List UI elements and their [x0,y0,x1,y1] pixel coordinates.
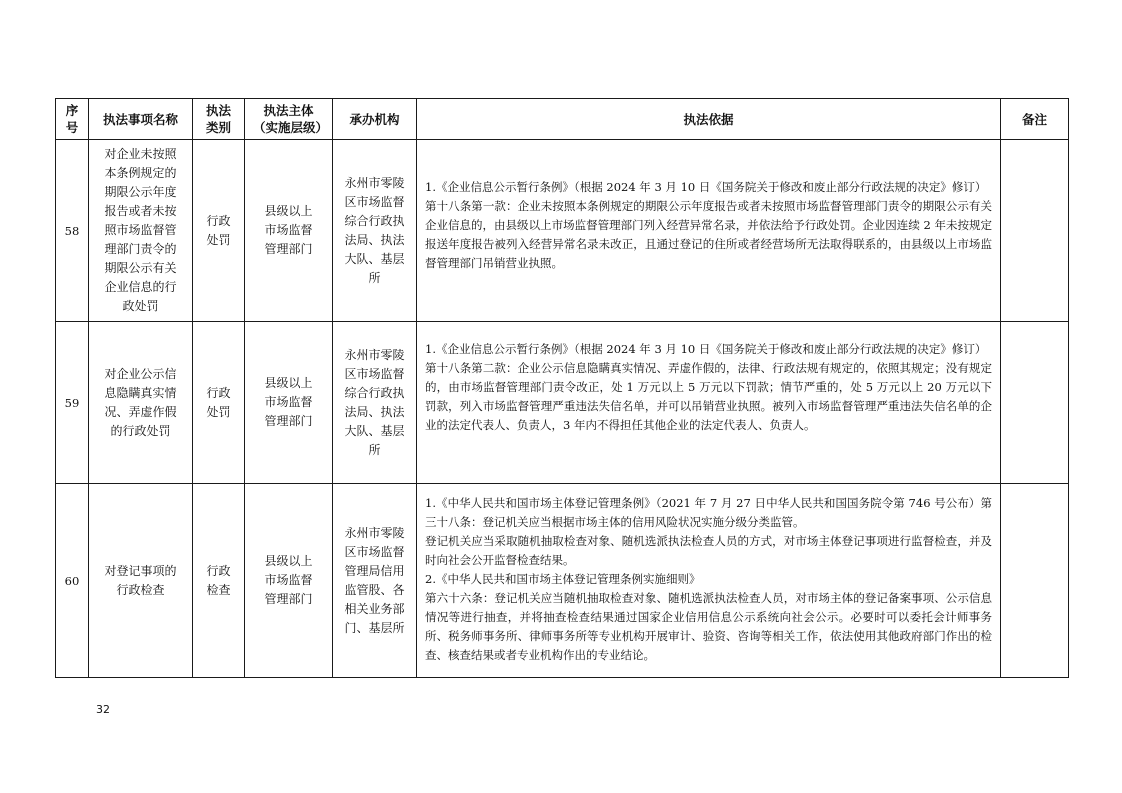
row-category: 行政处罚 [193,322,245,484]
basis-paragraph: 1.《企业信息公示暂行条例》（根据 2024 年 3 月 10 日《国务院关于修改和废止部分行政法规的决定》修订） [425,342,987,356]
law-enforcement-table-sheet [55,98,1068,678]
table-row [56,322,1069,484]
row-serial-number: 60 [56,484,89,678]
header-serial-number: 序号 [56,99,89,140]
basis-paragraph: 登记机关应当采取随机抽取检查对象、随机选派执法检查人员的方式，对市场主体登记事项进行监督检查，并及时向社会公开监督检查结果。 [425,534,992,567]
row-agency: 永州市零陵区市场监督管理局信用监管股、各相关业务部门、基层所 [333,484,417,678]
row-item-name: 对企业公示信息隐瞒真实情况、弄虚作假的行政处罚 [89,322,193,484]
row-serial-number: 58 [56,140,89,322]
row-basis [417,322,1001,484]
header-basis: 执法依据 [417,99,1001,140]
row-category: 行政检查 [193,484,245,678]
row-agency: 永州市零陵区市场监督综合行政执法局、执法大队、基层所 [333,140,417,322]
row-basis [417,484,1001,678]
header-category: 执法类别 [193,99,245,140]
header-remark: 备注 [1001,99,1069,140]
page-number: 32 [96,703,110,716]
row-subject: 县级以上市场监督管理部门 [245,140,333,322]
row-item-name: 对登记事项的行政检查 [89,484,193,678]
basis-paragraph: 2.《中华人民共和国市场主体登记管理条例实施细则》 [425,572,701,586]
table-row [56,484,1069,678]
basis-paragraph: 1.《企业信息公示暂行条例》（根据 2024 年 3 月 10 日《国务院关于修改和废止部分行政法规的决定》修订） [425,180,987,194]
law-enforcement-table [55,98,1069,678]
header-row [56,99,1069,140]
row-remark [1001,140,1069,322]
table-row [56,140,1069,322]
row-subject: 县级以上市场监督管理部门 [245,322,333,484]
basis-paragraph: 第十八条第一款：企业未按照本条例规定的期限公示年度报告或者未按照市场监督管理部门责令的期限公示有关企业信息的，由县级以上市场监督管理部门列入经营异常名录，并依法给予行政处罚。企业因连续 2 年未按规定报送年度报告被列入经营异常名录未改正，且通过登记的住所或者经营场所无法取得联系的，由县级以上市场监督管理部门吊销营业执照。 [425,199,992,270]
basis-paragraph: 1.《中华人民共和国市场主体登记管理条例》（2021 年 7 月 27 日中华人民共和国国务院令第 746 号公布）第三十八条：登记机关应当根据市场主体的信用风险状况实施分级分类监管。 [425,496,992,529]
row-item-name: 对企业未按照本条例规定的期限公示年度报告或者未按照市场监督管理部门责令的期限公示有关企业信息的行政处罚 [89,140,193,322]
header-item-name: 执法事项名称 [89,99,193,140]
row-remark [1001,484,1069,678]
row-basis [417,140,1001,322]
row-subject: 县级以上市场监督管理部门 [245,484,333,678]
row-agency: 永州市零陵区市场监督综合行政执法局、执法大队、基层所 [333,322,417,484]
row-serial-number: 59 [56,322,89,484]
row-category: 行政处罚 [193,140,245,322]
basis-paragraph: 第十八条第二款：企业公示信息隐瞒真实情况、弄虚作假的，法律、行政法规有规定的，依照其规定；没有规定的，由市场监督管理部门责令改正，处 1 万元以上 5 万元以下罚款；情节严重的，处 5 万元以上 20 万元以下罚款，列入市场监督管理严重违法失信名单，并可以吊销营业执照。被列入市场监督管理严重违法失信名单的企业的法定代表人、负责人，3 年内不得担任其他企业的法定代表人、负责人。 [425,361,992,432]
header-agency: 承办机构 [333,99,417,140]
row-remark [1001,322,1069,484]
header-subject: 执法主体（实施层级） [245,99,333,140]
basis-paragraph: 第六十六条：登记机关应当随机抽取检查对象、随机选派执法检查人员，对市场主体的登记备案事项、公示信息情况等进行抽查，并将抽查检查结果通过国家企业信用信息公示系统向社会公示。必要时可以委托会计师事务所、税务师事务所、律师事务所等专业机构开展审计、验资、咨询等相关工作，依法使用其他政府部门作出的检查、核查结果或者专业机构作出的专业结论。 [425,591,992,662]
